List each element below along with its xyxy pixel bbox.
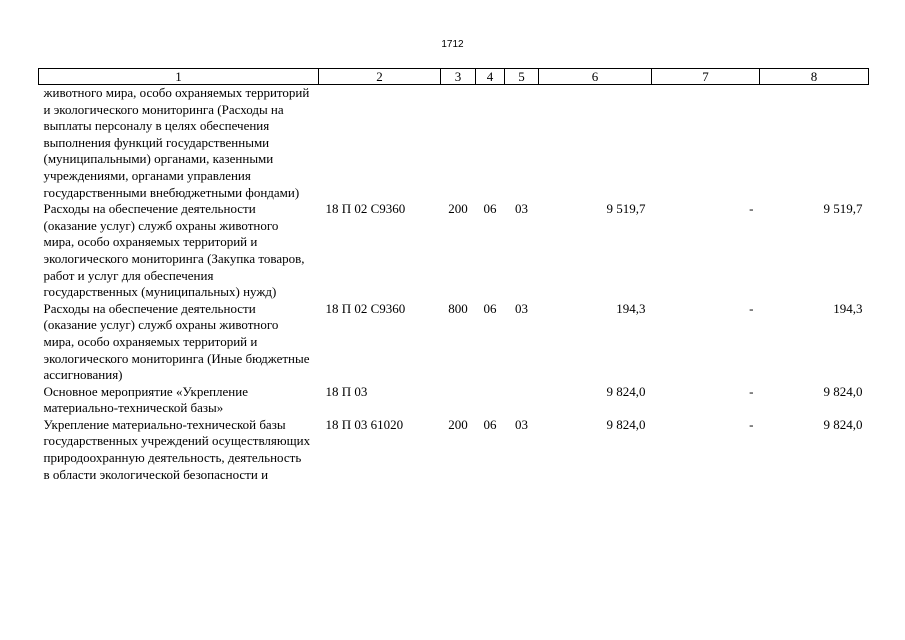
amount-col6 — [539, 85, 652, 202]
target-article-code — [319, 85, 441, 202]
target-article-code: 18 П 02 С9360 — [325, 300, 406, 316]
amount-col8: 9 824,0 — [823, 416, 863, 432]
table-row — [39, 384, 869, 417]
target-article-code: 18 П 02 С9360 — [325, 201, 406, 217]
subsection-code: 03 — [515, 300, 528, 316]
expense-type-code: 200 — [448, 201, 468, 217]
section-code — [476, 384, 505, 417]
column-header: 8 — [760, 69, 869, 85]
expense-type-code — [441, 384, 476, 417]
expense-type-code: 200 — [448, 416, 468, 432]
table-row — [39, 301, 869, 384]
table-row — [39, 85, 869, 202]
amount-col7: - — [749, 300, 754, 316]
amount-col7: - — [749, 416, 754, 432]
page-number: 1712 — [441, 39, 464, 50]
subsection-code — [505, 384, 539, 417]
table-header-row — [39, 69, 869, 85]
expense-name: Расходы на обеспечение деятельности (оказание услуг) служб охраны животного мира, особо охраняемых территорий и экологического мониторинга (Иные бюджетные ассигнования) — [43, 300, 310, 383]
amount-col8: 194,3 — [833, 300, 863, 316]
expense-name: Укрепление материально-технической базы государственных учреждений осуществляющих природоохранную деятельность, деятельность в области экологической безопасности и — [43, 416, 311, 482]
column-header: 3 — [441, 69, 476, 85]
subsection-code — [505, 85, 539, 202]
target-article-code: 18 П 03 — [325, 383, 368, 399]
target-article-code: 18 П 03 61020 — [325, 416, 404, 432]
section-code: 06 — [483, 201, 497, 217]
amount-col6: 9 824,0 — [606, 383, 646, 399]
table-row — [39, 417, 869, 483]
section-code — [476, 85, 505, 202]
amount-col6: 194,3 — [616, 300, 646, 316]
subsection-code: 03 — [515, 201, 528, 217]
amount-col8 — [760, 85, 869, 202]
column-header: 5 — [505, 69, 539, 85]
expense-name: Основное мероприятие «Укрепление материально-технической базы» — [43, 383, 248, 416]
expense-type-code: 800 — [448, 300, 468, 316]
amount-col7 — [652, 85, 760, 202]
amount-col7: - — [749, 201, 754, 217]
section-code: 06 — [483, 300, 497, 316]
section-code: 06 — [483, 416, 497, 432]
amount-col6: 9 519,7 — [606, 201, 646, 217]
column-header: 7 — [652, 69, 760, 85]
amount-col7: - — [749, 383, 754, 399]
subsection-code: 03 — [515, 416, 528, 432]
expense-name: животного мира, особо охраняемых территорий и экологического мониторинга (Расходы на выплаты персоналу в целях обеспечения выполнения функций государственными (муниципальными) органами, казенными учреждениями, органами управления государственными внебюджетными фондами) — [43, 85, 310, 200]
column-header: 1 — [39, 69, 319, 85]
amount-col8: 9 824,0 — [823, 383, 863, 399]
budget-table — [38, 68, 869, 483]
column-header: 4 — [476, 69, 505, 85]
column-header: 2 — [319, 69, 441, 85]
table-row — [39, 201, 869, 301]
expense-name: Расходы на обеспечение деятельности (оказание услуг) служб охраны животного мира, особо охраняемых территорий и экологического мониторинга (Закупка товаров, работ и услуг для обеспечения государственных (муниципальных) нужд) — [43, 201, 305, 300]
amount-col8: 9 519,7 — [823, 201, 863, 217]
expense-type-code — [441, 85, 476, 202]
column-header: 6 — [539, 69, 652, 85]
amount-col6: 9 824,0 — [606, 416, 646, 432]
